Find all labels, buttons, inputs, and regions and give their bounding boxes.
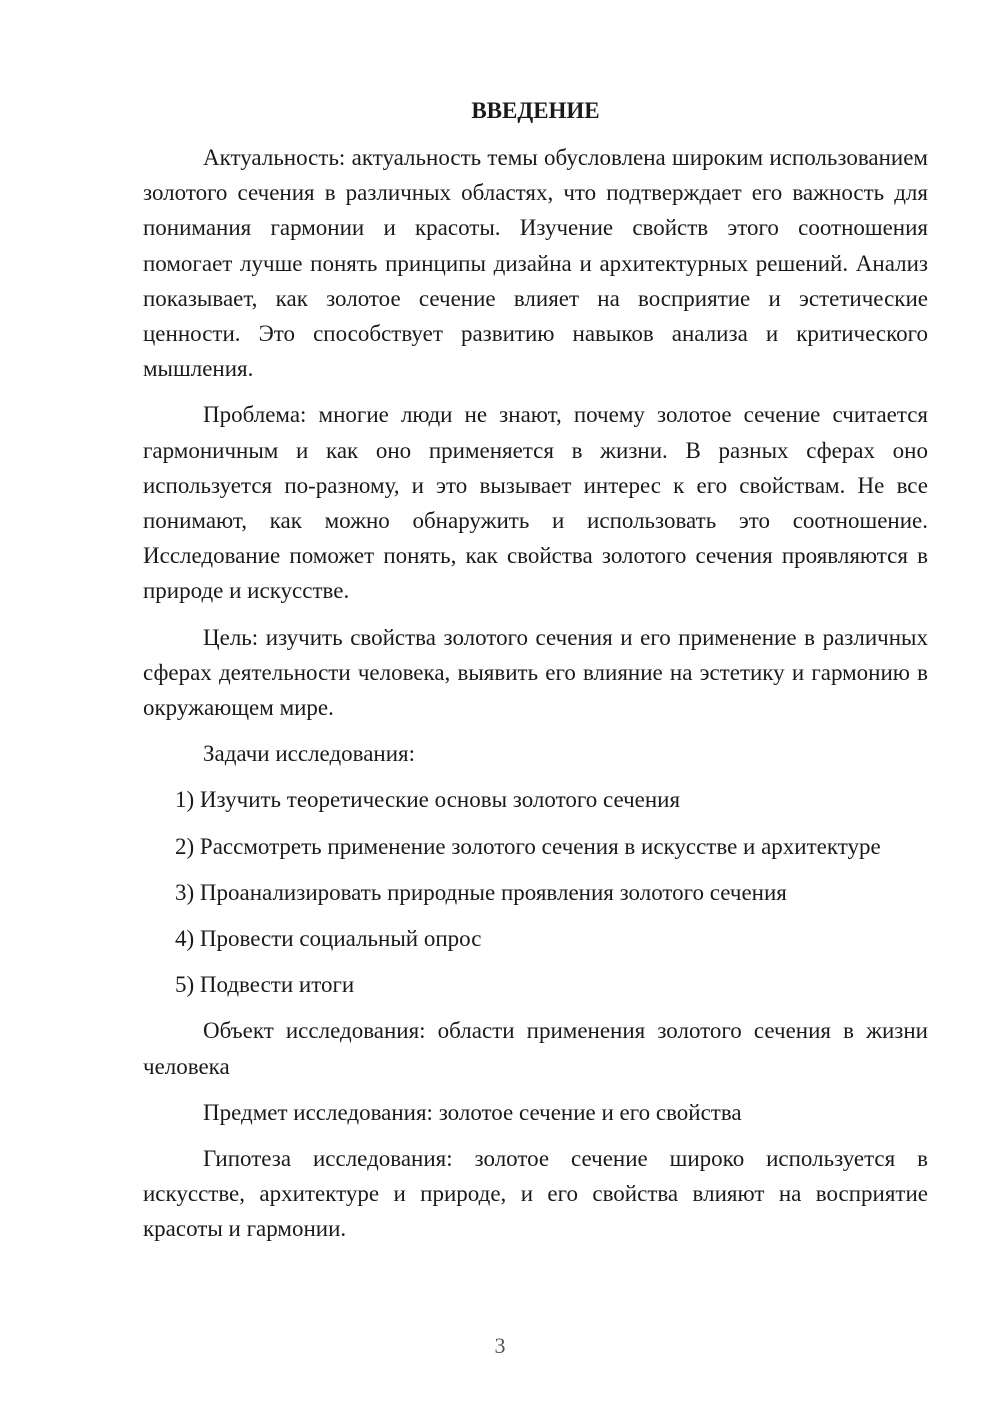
task-item-3: 3) Проанализировать природные проявления золотого сечения <box>175 879 787 905</box>
task-item-1: 1) Изучить теоретические основы золотого сечения <box>175 787 681 813</box>
paragraph-hypothesis: Гипотеза исследования: золотое сечение широко используется в искусстве, архитектуре и природе, и его свойства влияют на восприятие красоты и гармонии. <box>143 1146 928 1242</box>
section-heading: ВВЕДЕНИЕ <box>471 98 600 123</box>
page-content <box>143 96 928 1258</box>
paragraph-object: Объект исследования: области применения золотого сечения в жизни человека <box>143 1018 928 1079</box>
task-item-4: 4) Провести социальный опрос <box>175 926 482 952</box>
task-item-5: 5) Подвести итоги <box>175 972 355 998</box>
tasks-title: Задачи исследования: <box>203 741 416 767</box>
paragraph-subject: Предмет исследования: золотое сечение и его свойства <box>203 1099 742 1125</box>
page-number: 3 <box>494 1333 506 1358</box>
paragraph-problem: Проблема: многие люди не знают, почему золотое сечение считается гармоничным и как оно применяется в жизни. В разных сферах оно используется по-разному, и это вызывает интерес к его свойствам. Не все понимают, как можно обнаружить и использовать это соотношение. Исследование поможет понять, как свойства золотого сечения проявляются в природе и искусстве. <box>143 402 928 604</box>
paragraph-relevance: Актуальность: актуальность темы обусловлена широким использованием золотого сечения в различных областях, что подтверждает его важность для понимания гармонии и красоты. Изучение свойств этого соотношения помогает лучше понять принципы дизайна и архитектурных решений. Анализ показывает, как золотое сечение влияет на восприятие и эстетические ценности. Это способствует развитию навыков анализа и критического мышления. <box>143 145 928 382</box>
paragraph-goal: Цель: изучить свойства золотого сечения и его применение в различных сферах деятельности человека, выявить его влияние на эстетику и гармонию в окружающем мире. <box>143 624 928 721</box>
task-item-2: 2) Рассмотреть применение золотого сечения в искусстве и архитектуре <box>175 833 881 859</box>
